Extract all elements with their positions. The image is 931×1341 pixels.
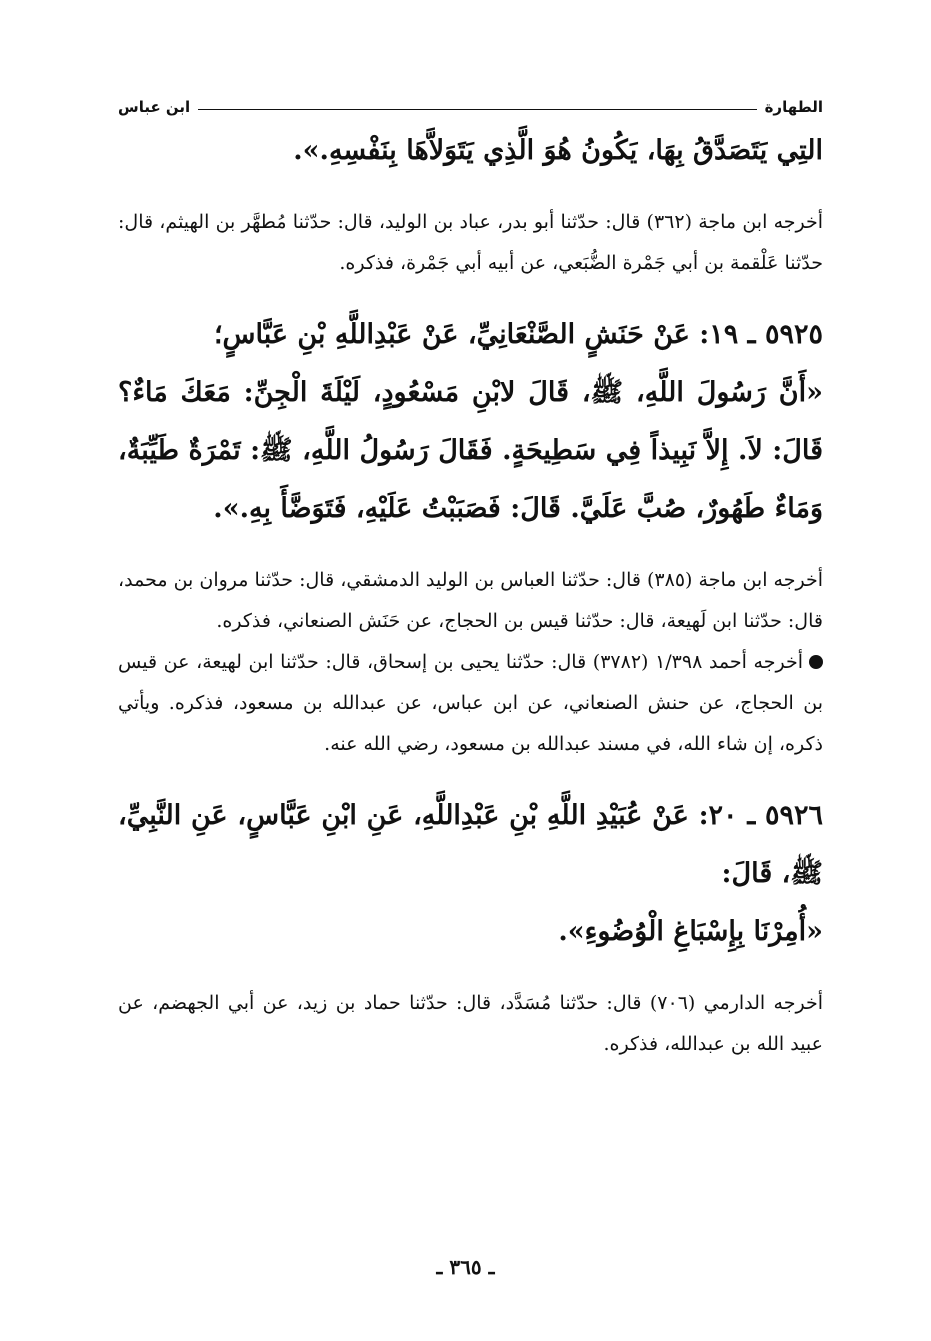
page-body	[118, 92, 823, 1065]
header-rule	[198, 109, 756, 110]
hadith-continuation-text: التِي يَتَصَدَّقُ بِهَا، يَكُونُ هُوَ الَّذِي يَتَوَلاَّهَا بِنَفْسِهِ.».	[293, 135, 823, 166]
takhrij-block	[118, 202, 823, 284]
header-chapter-title: الطهارة	[764, 98, 823, 116]
hadith-5925-matn: «أَنَّ رَسُولَ اللَّهِ، ﷺ، قَالَ لابْنِ مَسْعُودٍ، لَيْلَةَ الْجِنِّ: مَعَكَ مَاءٌ؟ قَالَ: لاَ. إِلاَّ نَبِيذاً فِي سَطِيحَةٍ. فَقَالَ رَسُولُ اللَّهِ، ﷺ: تَمْرَةٌ طَيِّبَةٌ، وَمَاءٌ طَهُورٌ، صُبَّ عَلَيَّ. قَالَ: فَصَبَبْتُ عَلَيْهِ، فَتَوَضَّأَ بِهِ.».	[118, 377, 823, 524]
bullet-icon	[809, 655, 823, 669]
takhrij-ahmad	[118, 642, 823, 765]
hadith-5926-matn: «أُمِرْنَا بِإِسْبَاغِ الْوُضُوءِ».	[558, 916, 823, 947]
takhrij-block	[118, 983, 823, 1065]
takhrij-block	[118, 560, 823, 765]
takhrij-darimi: أخرجه الدارمي (٧٠٦) قال: حدّثنا مُسَدَّد، قال: حدّثنا حماد بن زيد، عن أبي الجهضم، عن عبيد الله بن عبدالله، فذكره.	[118, 992, 823, 1055]
hadith-5926-isnad: ٥٩٢٦ ـ ٢٠: عَنْ عُبَيْدِ اللَّهِ بْنِ عَبْدِاللَّهِ، عَنِ ابْنِ عَبَّاسٍ، عَنِ النَّبِيِّ، ﷺ، قَالَ:	[118, 800, 823, 889]
hadith-5926	[118, 787, 823, 961]
takhrij-ibn-majah-362: أخرجه ابن ماجة (٣٦٢) قال: حدّثنا أبو بدر، عباد بن الوليد، قال: حدّثنا مُطهَّر بن الهيثم، قال: حدّثنا عَلْقمة بن أبي جَمْرة الضُّبَعي، عن أبيه أبي جَمْرة، فذكره.	[118, 211, 824, 274]
header-section-title: ابن عباس	[118, 98, 191, 116]
hadith-continuation	[118, 122, 823, 180]
page-number: ـ ٣٦٥ ـ	[436, 1255, 495, 1279]
takhrij-ahmad-text: أخرجه أحمد ١/٣٩٨ (٣٧٨٢) قال: حدّثنا يحيى بن إسحاق، قال: حدّثنا ابن لهيعة، عن قيس بن الحجاج، عن حنش الصنعاني، عن ابن عباس، عن عبدالله بن مسعود، فذكره. ويأتي ذكره، إن شاء الله، في مسند عبدالله بن مسعود، رضي الله عنه.	[118, 651, 823, 755]
hadith-5925-isnad: ٥٩٢٥ ـ ١٩: عَنْ حَنَشٍ الصَّنْعَانِيِّ، عَنْ عَبْدِاللَّهِ بْنِ عَبَّاسٍ؛	[213, 319, 823, 350]
takhrij-ibn-majah-385: أخرجه ابن ماجة (٣٨٥) قال: حدّثنا العباس بن الوليد الدمشقي، قال: حدّثنا مروان بن محمد، قال: حدّثنا ابن لَهيعة، قال: حدّثنا قيس بن الحجاج، عن حَنَش الصنعاني، فذكره.	[118, 569, 823, 632]
running-header	[118, 92, 823, 122]
hadith-5925	[118, 306, 823, 538]
